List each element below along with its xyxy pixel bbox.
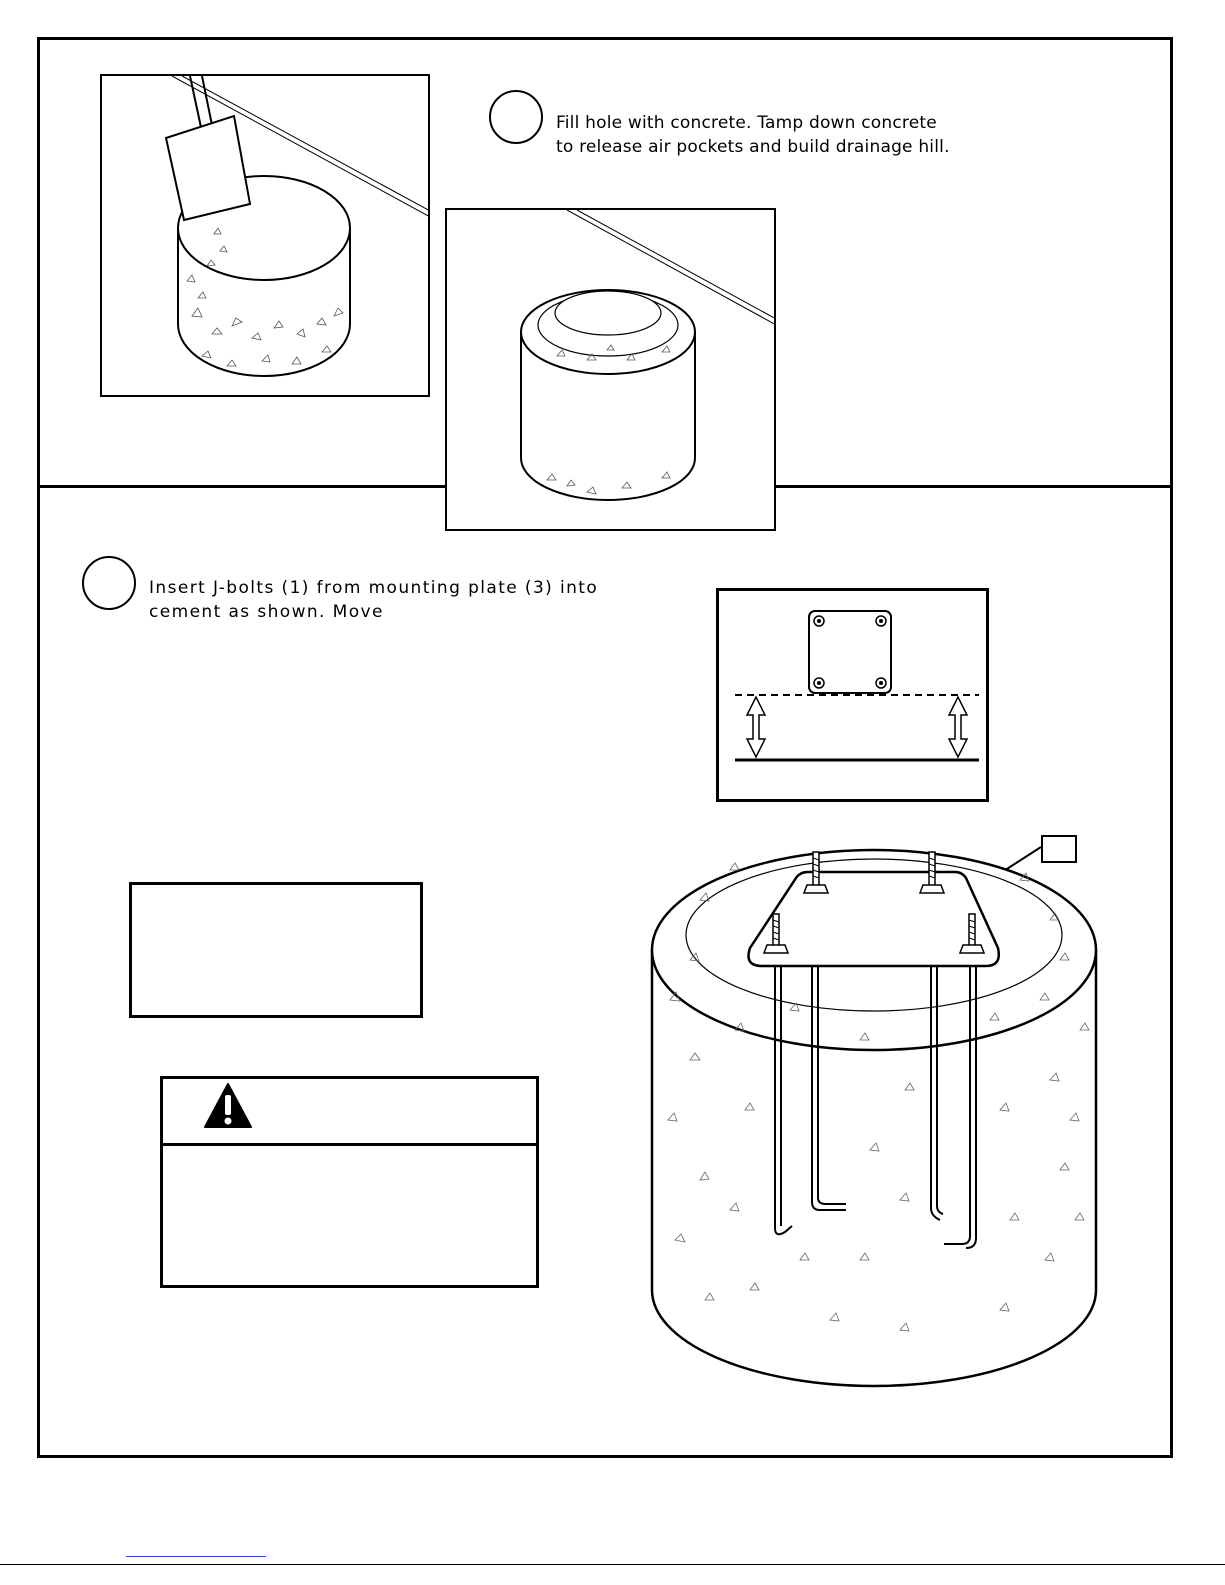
footer-link-underline — [126, 1556, 266, 1557]
step-a-marker-icon — [489, 90, 543, 144]
drainage-hill-drawing — [447, 210, 776, 531]
step-b-marker-icon — [82, 556, 136, 610]
warning-triangle-icon — [203, 1082, 253, 1130]
drainage-hill-illustration — [445, 208, 776, 531]
step-a-line-2: to release air pockets and build drainage hill. — [556, 137, 950, 157]
step-a-line-1: Fill hole with concrete. Tamp down concrete — [556, 113, 937, 133]
step-b-instructions — [149, 576, 598, 624]
plate-height-drawing — [719, 591, 986, 799]
pour-concrete-drawing — [102, 76, 430, 397]
height-arrow-left-icon — [747, 697, 765, 757]
step-b-line-1: Insert J-bolts (1) from mounting plate (3) into — [149, 578, 599, 598]
step-a-instructions — [556, 111, 950, 159]
note-box — [129, 882, 423, 1018]
pour-concrete-illustration — [100, 74, 430, 397]
step-b-line-2: cement as shown. Move — [149, 602, 384, 622]
warning-header — [163, 1079, 536, 1146]
plate-height-detail — [716, 588, 989, 802]
warning-box — [160, 1076, 539, 1288]
height-arrow-right-icon — [949, 697, 967, 757]
part-callout-box — [1041, 835, 1077, 863]
footer-rule — [0, 1564, 1225, 1565]
